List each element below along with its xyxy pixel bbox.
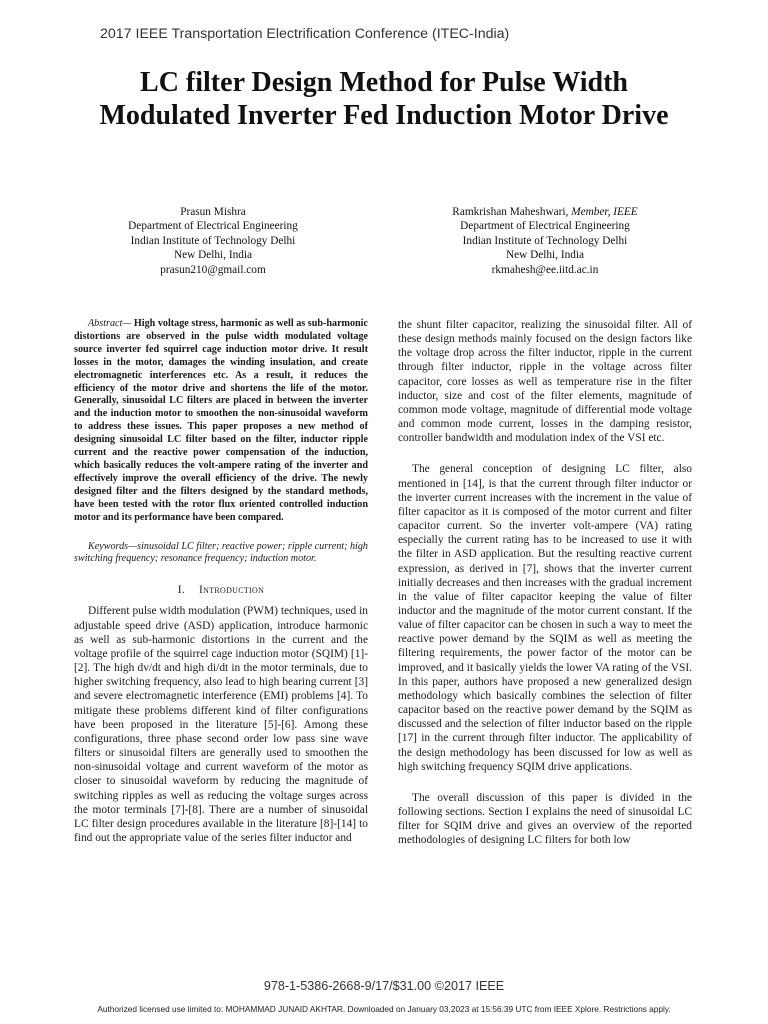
license-notice: Authorized licensed use limited to: MOHAMMAD JUNAID AKHTAR. Downloaded on January 03,2023 at 15:56:39 UTC from IEEE Xplore. Restrictions apply. xyxy=(97,1004,671,1014)
left-column xyxy=(74,318,368,845)
title-line-1: LC filter Design Method for Pulse Width xyxy=(140,67,628,98)
author-city: New Delhi, India xyxy=(173,249,253,262)
section-number: I. xyxy=(177,584,186,597)
right-paragraph-3: The overall discussion of this paper is divided in the following sections. Section I explains the need of sinusoidal LC filter for SQIM drive and gives an overview of the reported methodologies of designing LC filters for both low xyxy=(398,791,692,847)
author-email: rkmahesh@ee.iitd.ac.in xyxy=(491,263,599,276)
author-membership: Member, IEEE xyxy=(571,206,638,218)
section-title: Introduction xyxy=(199,584,265,597)
conference-header: 2017 IEEE Transportation Electrification Conference (ITEC-India) xyxy=(100,26,510,42)
author-block-1 xyxy=(98,205,328,277)
author-name-line xyxy=(420,205,670,219)
right-paragraph-1: the shunt filter capacitor, realizing the sinusoidal filter. All of these design methods mainly focused on the design factors like the voltage drop across the filter inductor, ripple in the current through filter inductor, ripple in the voltage across filter capacitor, core losses as well as temperature rise in the filter inductor, size and cost of the filter elements, magnitude of common mode voltage, magnitude of differential mode voltage and common mode current, losses in the damping resistor, controller bandwidth and modulation index of the VSI etc. xyxy=(398,319,692,445)
right-paragraph-2: The general conception of designing LC filter, also mentioned in [14], is that the current through filter inductor or the inverter current increases with the increment in the value of filter capacitor as it is composed of the motor current and filter capacitor current. So the inverter volt-ampere (VA) rating especially the current rating has to be increased to use it with the filter in ASD application. But the resulting reactive current expression, as derived in [7], shows that the inverter current initially decreases and then increases with the gradual increment in the value of filter capacitor keeping the value of filter inductor and the magnitude of the motor current constant. If the value of filter capacitor can be chosen in such a way to meet the reactive power demand by the SQIM as well as meeting the filtering requirements, the power factor of the motor can be improved, and it basically yields the lower VA rating of the VSI. In this paper, authors have proposed a new generalized design methodology which basically combines the selection of filter capacitor based on the reactive power demand by the SQIM as discussed and the selection of filter inductor based on the ripple [17] in the current through filter inductor. The applicability of the design methodology has been discussed for low as well as high switching frequency SQIM drive applications. xyxy=(398,463,692,773)
author-department: Department of Electrical Engineering xyxy=(460,220,630,233)
author-name: Ramkrishan Maheshwari, xyxy=(452,206,572,218)
paper-title xyxy=(40,66,728,132)
abstract-label: Abstract— xyxy=(88,318,132,329)
keywords: Keywords—sinusoidal LC filter; reactive power; ripple current; high switching frequency; resonance frequency; induction motor. xyxy=(74,540,368,565)
abstract xyxy=(74,318,368,525)
section-heading xyxy=(74,583,368,597)
title-line-2: Modulated Inverter Fed Induction Motor Drive xyxy=(99,100,669,131)
isbn-footer: 978-1-5386-2668-9/17/$31.00 ©2017 IEEE xyxy=(263,979,505,993)
author-institution: Indian Institute of Technology Delhi xyxy=(462,234,628,247)
abstract-body: High voltage stress, harmonic as well as sub-harmonic distortions are observed in the pulse width modulated voltage source inverter fed squirrel cage induction motor drive. It result losses in the motor, damages the winding insulation, and create electromagnetic interferences etc. As a result, it reduces the efficiency of the motor drive and shortens the life of the motor. Generally, sinusoidal LC filters are placed in between the inverter and the induction motor to smoothen the non-sinusoidal waveform to address these issues. This paper proposes a new method of designing sinusoidal LC filter based on the filter, inductor ripple current and the reactive power compensation of the induction, which basically reduces the volt-ampere rating of the inverter and effectively improve the overall efficiency of the drive. The newly designed filter and the filters designed by the standard methods, have been tested with the rotor flux oriented controlled induction motor and its performance have been compared. xyxy=(74,318,368,523)
author-department: Department of Electrical Engineering xyxy=(128,220,298,233)
author-institution: Indian Institute of Technology Delhi xyxy=(130,234,296,247)
right-column xyxy=(398,318,692,847)
author-city: New Delhi, India xyxy=(505,249,585,262)
author-name: Prasun Mishra xyxy=(180,206,246,218)
author-block-2 xyxy=(420,205,670,277)
author-email: prasun210@gmail.com xyxy=(160,263,266,276)
intro-paragraph-1: Different pulse width modulation (PWM) techniques, used in adjustable speed drive (ASD) application, introduce harmonic as well as sub-harmonic distortions in the current and the voltage profile of the squirrel cage induction motor (SQIM) [1]-[2]. The high dv/dt and high di/dt in the motor terminals, due to higher switching frequency, also lead to high bearing current [3] and severe electromagnetic interference (EMI) problems [4]. To mitigate these problems different kind of filter configurations have been proposed in the literature [5]-[6]. Among these configurations, three phase second order low pass sine wave filters or sinusoidal filters are generally used to smoothen the non-sinusoidal voltage and current waveform of the motor as closer to sinusoidal waveform by reducing the magnitude of switching ripples as well as reducing the voltage surges across the motor terminals [7]-[8]. There are a number of sinusoidal LC filter design procedures available in the literature [8]-[14] to find out the appropriate value of the series filter inductor and xyxy=(74,605,368,844)
